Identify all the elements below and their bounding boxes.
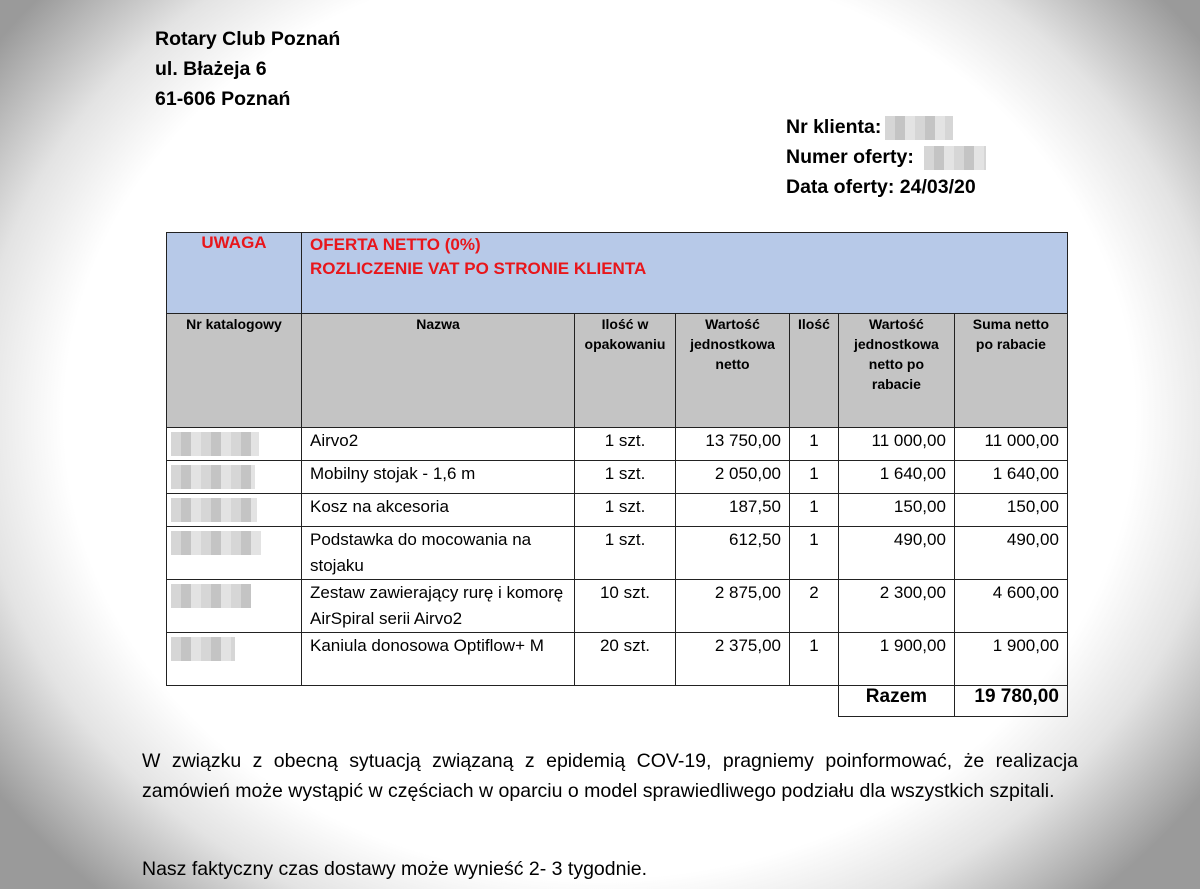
item-qty: 1 — [790, 461, 839, 494]
col-header-unit-value-discount: Wartość jednostkowa netto po rabacie — [838, 314, 954, 428]
item-pack: 20 szt. — [575, 633, 676, 686]
covid-notice-paragraph: W związku z obecną sytuacją związaną z epidemią COV-19, pragniemy poinformować, że realizacja zamówień może wystąpić w częściach w oparciu o model sprawiedliwego podziału dla wszystkich szpitali. — [142, 750, 1078, 802]
total-row — [167, 686, 1068, 717]
item-sum: 1 640,00 — [954, 461, 1067, 494]
item-sum: 1 900,00 — [954, 633, 1067, 686]
item-qty: 1 — [790, 428, 839, 461]
redacted-catalog-number — [171, 432, 259, 456]
offer-meta — [786, 112, 986, 202]
item-qty: 1 — [790, 633, 839, 686]
item-sum: 150,00 — [954, 494, 1067, 527]
table-row — [167, 527, 1068, 580]
item-name: Kaniula donosowa Optiflow+ M — [302, 633, 575, 686]
client-number-label: Nr klienta: — [786, 116, 882, 138]
redacted-catalog-number — [171, 465, 255, 489]
item-pack: 1 szt. — [575, 494, 676, 527]
item-unit-value-discount: 150,00 — [838, 494, 954, 527]
redacted-catalog-number — [171, 498, 257, 522]
notice-row — [167, 233, 1068, 314]
item-qty: 2 — [790, 580, 839, 633]
item-pack: 1 szt. — [575, 428, 676, 461]
redacted-offer-number — [924, 146, 986, 170]
item-unit-value: 2 375,00 — [676, 633, 790, 686]
notice-line-2: ROZLICZENIE VAT PO STRONIE KLIENTA — [310, 259, 647, 278]
redacted-catalog-number — [171, 637, 235, 661]
item-sum: 4 600,00 — [954, 580, 1067, 633]
redacted-catalog-number — [171, 531, 261, 555]
sender-address — [155, 24, 340, 114]
header-row — [167, 314, 1068, 428]
table-row — [167, 633, 1068, 686]
item-unit-value: 2 050,00 — [676, 461, 790, 494]
item-unit-value-discount: 11 000,00 — [838, 428, 954, 461]
table-row — [167, 494, 1068, 527]
item-qty: 1 — [790, 494, 839, 527]
item-name: Airvo2 — [302, 428, 575, 461]
notice-text — [302, 233, 1068, 314]
col-header-qty: Ilość — [790, 314, 839, 428]
item-unit-value-discount: 2 300,00 — [838, 580, 954, 633]
delivery-time-paragraph: Nasz faktyczny czas dostawy może wynieść 2- 3 tygodnie. — [142, 858, 648, 880]
col-header-unit-value: Wartość jednostkowa netto — [676, 314, 790, 428]
item-sum: 490,00 — [954, 527, 1067, 580]
offer-number-label: Numer oferty: — [786, 146, 914, 168]
item-unit-value: 13 750,00 — [676, 428, 790, 461]
item-pack: 10 szt. — [575, 580, 676, 633]
item-unit-value-discount: 1 640,00 — [838, 461, 954, 494]
sender-street: ul. Błażeja 6 — [155, 58, 267, 80]
redacted-client-number — [885, 116, 953, 140]
item-unit-value: 187,50 — [676, 494, 790, 527]
total-label: Razem — [838, 686, 954, 717]
sender-name: Rotary Club Poznań — [155, 28, 341, 50]
item-unit-value: 2 875,00 — [676, 580, 790, 633]
total-value: 19 780,00 — [954, 686, 1067, 717]
sender-city: 61-606 Poznań — [155, 88, 291, 110]
notice-line-1: OFERTA NETTO (0%) — [310, 235, 481, 254]
item-unit-value-discount: 1 900,00 — [838, 633, 954, 686]
item-unit-value: 612,50 — [676, 527, 790, 580]
offer-table — [166, 232, 1068, 717]
col-header-catalog: Nr katalogowy — [167, 314, 302, 428]
item-sum: 11 000,00 — [954, 428, 1067, 461]
item-name: Kosz na akcesoria — [302, 494, 575, 527]
item-name: Mobilny stojak - 1,6 m — [302, 461, 575, 494]
table-row — [167, 461, 1068, 494]
item-name: Podstawka do mocowania na stojaku — [302, 527, 575, 580]
col-header-name: Nazwa — [302, 314, 575, 428]
offer-date: Data oferty: 24/03/20 — [786, 176, 976, 198]
redacted-catalog-number — [171, 584, 251, 608]
item-qty: 1 — [790, 527, 839, 580]
item-pack: 1 szt. — [575, 527, 676, 580]
table-row — [167, 428, 1068, 461]
item-unit-value-discount: 490,00 — [838, 527, 954, 580]
item-name: Zestaw zawierający rurę i komorę AirSpiral serii Airvo2 — [302, 580, 575, 633]
item-pack: 1 szt. — [575, 461, 676, 494]
uwaga-label: UWAGA — [167, 233, 302, 314]
col-header-pack-qty: Ilość w opakowaniu — [575, 314, 676, 428]
table-row — [167, 580, 1068, 633]
col-header-sum: Suma netto po rabacie — [954, 314, 1067, 428]
